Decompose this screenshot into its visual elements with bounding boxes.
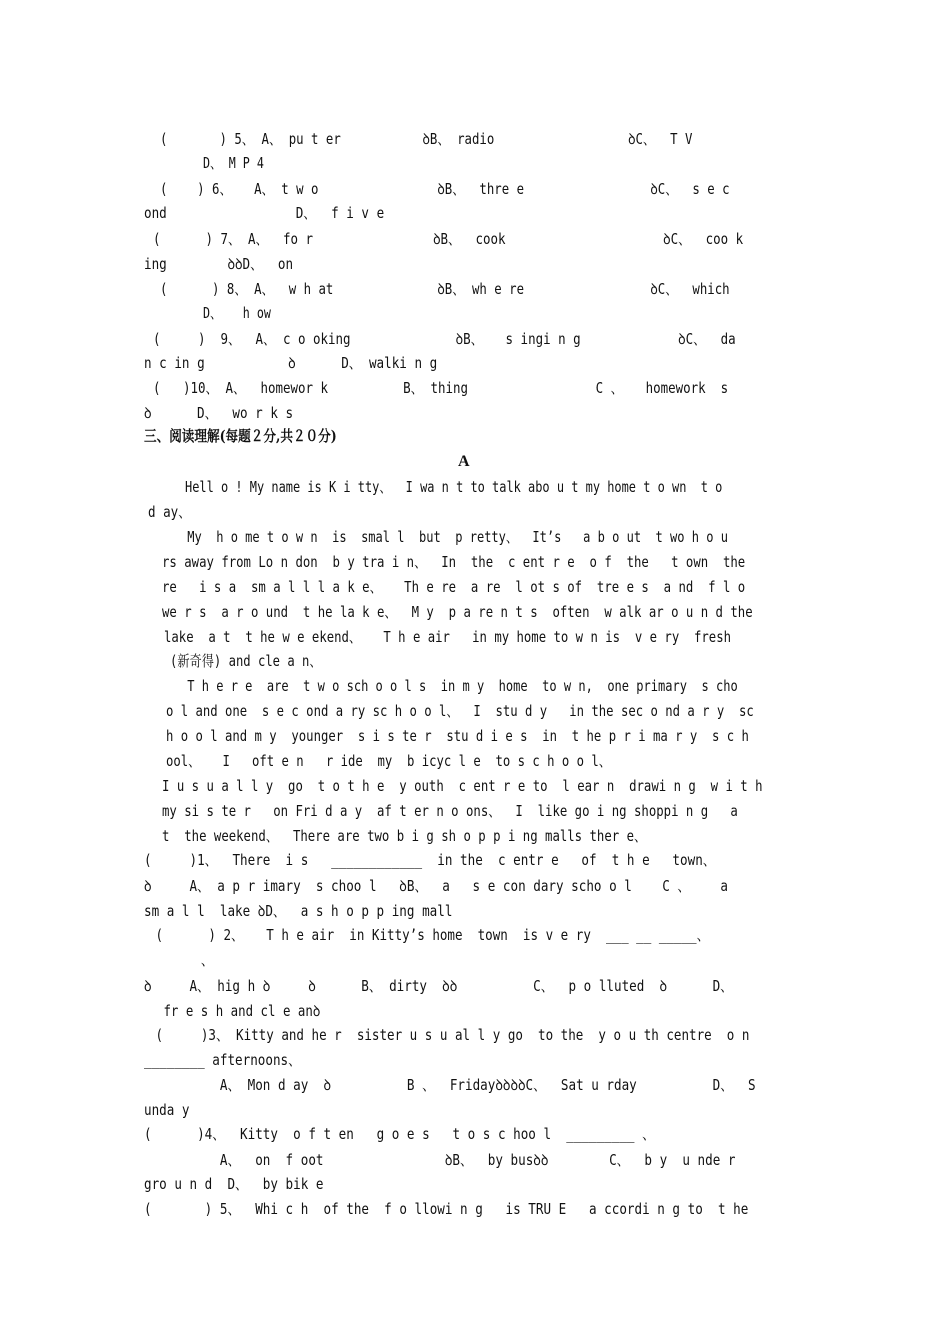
section-title: 三、阅读理解(每题２分,共２０分) [144,427,337,445]
q6-line1: ( ) 6、 A、 t w o ꝺB、 thre e ꝺC、 s e c [160,180,730,198]
passage-line: ool、 I oft e n r ide my b icyc l e to s c h o o l、 [166,752,612,770]
q8-line2: D、 h ow [203,304,271,322]
passage-line: o l and one s e c ond a ry sc h o o l、 I stu d y in the sec o nd a r y sc [166,702,754,720]
reading-q4-options: A、 on f oot ꝺB、 by busꝺꝺ C、 b y u nde r [144,1151,736,1169]
reading-q3-options-cont: unda y [144,1101,190,1119]
passage-line: T h e r e are t w o sch o o l s in m y home to w n, one primary s cho [180,677,738,695]
reading-q2: ( ) 2、 T h e air in Kitty’s home town is v e ry ___ __ _____、 [148,926,710,944]
q9-line1: ( ) 9、 A、 c o oking ꝺB、 s ingi n g ꝺC、 da [153,330,736,348]
passage-line: rs away from Lo n don b y tra i n、 In the c ent r e o f the t own the [162,553,746,571]
q10-line2: ꝺ D、 wo r k s [144,404,294,422]
reading-q4: ( )4、 Kitty o f t en g o e s t o s c hoo l _________ 、 [144,1125,655,1143]
passage-line: lake a t t he w e ekend、 T h e air in my home to w n is v e ry fresh [164,628,732,646]
q10-line1: ( )10、 A、 homewor k B、 thing C 、 homework s [153,379,729,397]
q8-line1: ( ) 8、 A、 w h at ꝺB、 wh e re ꝺC、 which [160,280,730,298]
passage-line: we r s a r o und t he la k e、 M y p a re n t s often w alk ar o u n d the [162,603,753,621]
reading-q3-cont: ________ afternoons、 [144,1051,301,1069]
passage-line: Hell o ! My name is K i tty、 I wa n t to talk abo u t my home t o wn t o [185,478,723,496]
reading-q1-options-cont: sm a l l lake ꝺD、 a s h o p p ing mall [144,902,453,920]
passage-line: h o o l and m y younger s i s te r stu d i e s in t he p r i ma r y s c h [166,727,749,745]
passage-line: re i s a sm a l l l a k e、 Th e re a re l ot s of tre e s a nd f l o [162,578,746,596]
reading-q4-options-cont: gro u n d D、 by bik e [144,1175,324,1193]
passage-line: d ay、 [148,503,191,521]
reading-q3-options: A、 Mon d ay ꝺ B 、 FridayꝺꝺꝺꝺC、 Sat u rday D、 S [144,1076,756,1094]
passage-line: I u s u a l l y go t o t h e y outh c ent r e to l ear n drawi n g w i t h [162,777,763,795]
passage-line: t the weekend、 There are two b i g sh o p p i ng malls ther e、 [162,827,647,845]
reading-q2-options: ꝺ A、 hig h ꝺ ꝺ B、 dirty ꝺꝺ C、 p o lluted ꝺ D、 [144,977,733,995]
q5-line1: ( ) 5、 A、 pu t er ꝺB、 radio ꝺC、 T V [160,130,693,148]
reading-q1: ( )1、 There i s ____________ in the c entr e of t h e town、 [144,851,716,869]
passage-label: A [458,453,470,470]
passage-line: my si s te r on Fri d a y af t er n o ons、 I like go i ng shoppi n g a [162,802,738,820]
q5-line2: D、 M P 4 [203,154,264,172]
reading-q2-cont: 、 [148,951,214,969]
q6-line2: ond D、 f i v e [144,204,385,222]
q7-line1: ( ) 7、 A、 fo r ꝺB、 cook ꝺC、 coo k [153,230,744,248]
reading-q2-options-cont: fr e s h and cl e anꝺ [156,1002,321,1020]
reading-q3: ( )3、 Kitty and he r sister u s u al l y go to the y o u th centre o n [148,1026,750,1044]
reading-q1-options: ꝺ A、 a p r imary s choo l ꝺB、 a s e con dary scho o l C 、 a [144,877,728,895]
q9-line2: n c in g ꝺ D、 walki n g [144,354,438,372]
q7-line2: ing ꝺꝺD、 on [144,255,294,273]
passage-line: My h o me t o w n is smal l but p retty、 It’s a b o ut t wo h o u [180,528,728,546]
reading-q5: ( ) 5、 Whi c h of the f o llowi n g is TRU E a ccordi n g to t he [144,1200,749,1218]
passage-line: (新奇得) and cle a n、 [170,652,322,670]
